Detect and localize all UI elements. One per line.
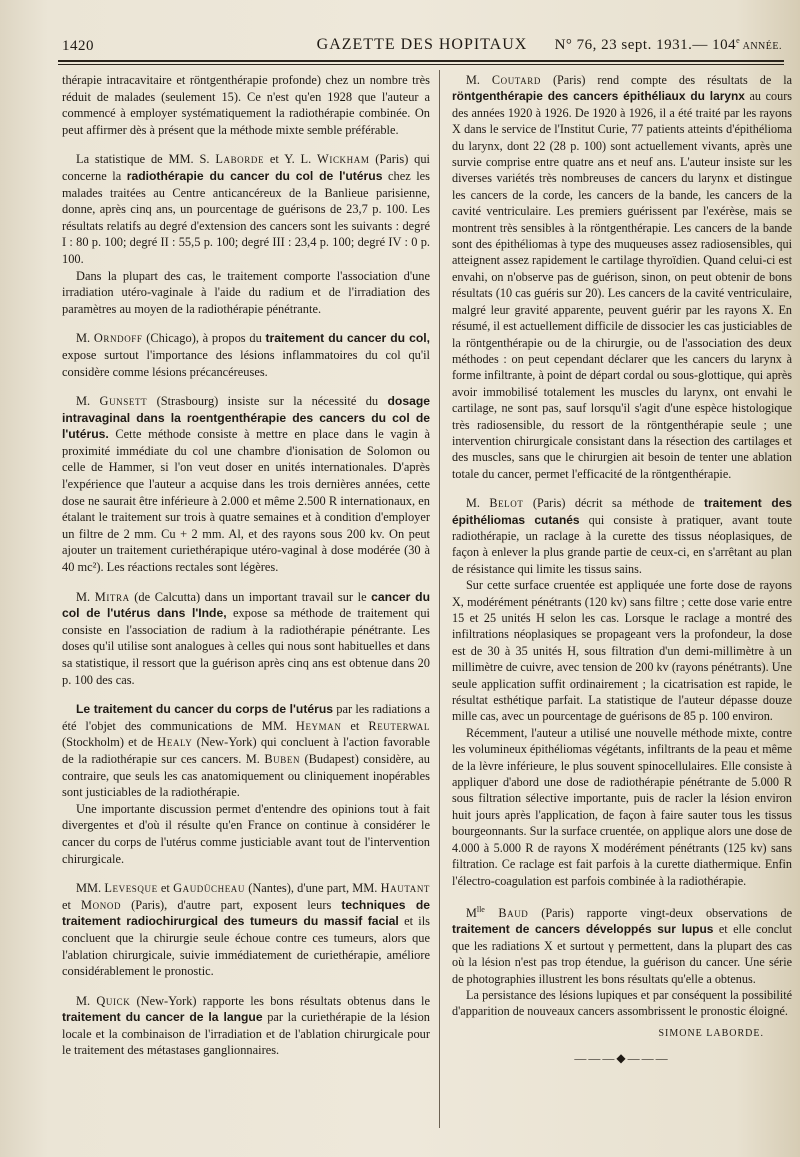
paragraph-corps-uterus — [62, 701, 430, 801]
header-rule — [58, 60, 784, 65]
text: expose surtout l'importance des lésions inflammatoires du col qu'il considère comme lésions précancéreuses. — [62, 347, 430, 379]
right-column — [452, 72, 792, 1067]
author-name: Gunsett — [99, 394, 148, 409]
topic-heading: traitement des épithéliomas cutanés — [452, 496, 792, 527]
text: (New-York) qui concluent à l'action favorable de la radiothérapie sur ces cancers. M. — [62, 735, 430, 766]
text: qui consiste à pratiquer, avant toute radiothérapie, un raclage à la curette des tissus néoplasiques, de façon à enlever la plus grande partie de ceux-ci, en s'arrêtant au plan de résistance qui limite les tissus sains. — [452, 512, 792, 576]
author-name: Orndoff — [93, 331, 143, 346]
paragraph: Sur cette surface cruentée est appliquée une forte dose de rayons X, modérément pénétrants (120 kv) sans filtre ; cette dose varie entre 15 et 25 unités H selon les cas. Lorsque le raclage a montré des infiltrations néoplasiques se propageant vers la profondeur, la dose est de 30 à 35 unités H, sous filtration d'un demi-millimètre à un millimètre de cuivre, avec tension de 200 kv (rayons pénétrants). Une seule application suffit ordinairement ; la cicatrisation est rapide, le résultat esthétique parfait. La statistique de l'auteur dépasse douze mille cas, avec un pourcentage de guérisons de 85 p. 100 environ. — [452, 578, 792, 724]
text: M. — [76, 394, 100, 409]
text: et — [62, 897, 82, 912]
signature: SIMONE LABORDE. — [658, 1027, 764, 1039]
topic-heading: radiothérapie du cancer du col de l'utérus — [126, 168, 383, 183]
text: (Stockholm) et de — [62, 735, 158, 750]
topic-heading: cancer du col de l'utérus dans l'Inde, — [62, 589, 430, 621]
author-name: Belot — [489, 496, 524, 511]
author-name: Mitra — [94, 589, 130, 604]
column-divider — [439, 70, 440, 1128]
text: chez les malades traitées au Centre anticancéreux de la Banlieue parisienne, donne, après cinq ans, un pourcentage de guérisons de 23,7 p. 100. Les résultats relatifs au degré d'extension des cancers sont les suivants : degré I : 80 p. 100; degré II : 55,5 p. 100; degré III : 23,4 p. 100; degré IV : 0 p. 100. — [62, 168, 430, 266]
issue-info — [555, 36, 782, 54]
text: (Paris) rapporte vingt-deux observations de — [528, 905, 792, 920]
text: (Paris) qui concerne la — [62, 152, 430, 183]
author-name: Wickham — [317, 152, 370, 167]
text: expose sa méthode de traitement qui consiste en l'association de radium à la radiothérapie pénétrante. Les doses qu'il utilise sont analogues à celles qui nous sont habituelles et dans sa statistique, il ressort que la guérison après cinq ans est obtenue dans 20 p. 100 des cas. — [62, 606, 430, 687]
topic-heading: traitement du cancer du col, — [265, 331, 430, 346]
author-name: Quick — [96, 993, 131, 1008]
topic-heading: traitement du cancer de la langue — [62, 1010, 263, 1025]
text: M. — [76, 331, 94, 346]
text: M. — [466, 496, 490, 511]
paragraph: La persistance des lésions lupiques et par conséquent la possibilité d'apparition de nouveaux cancers assombrissent le pronostic éloigné. — [452, 988, 792, 1019]
title-sup: lle — [476, 904, 485, 914]
issue-year: ANNÉE. — [740, 41, 782, 52]
paragraph-orndoff — [62, 330, 430, 380]
topic-heading: röntgenthérapie des cancers épithéliaux du larynx — [452, 89, 745, 104]
author-name: Gaudücheau — [173, 881, 246, 896]
text: (Paris), d'autre part, exposent leurs — [121, 897, 342, 912]
text: par les radiations a été l'objet des communications de MM. — [62, 702, 430, 733]
author-name: Monod — [81, 897, 122, 912]
text: au cours des années 1920 à 1926. De 1920 à 1926, il a été traité par les rayons X dans le service de l'Institut Curie, 77 patients atteints d'épithélioma du larynx, dont 22 (28 p. 100) sont actuellement vivants, après une survie comprise entre quatre ans et neuf ans. L'auteur insiste sur les diverses variétés très nombreuses de cancers du larynx et distingue les cancers de la corde, les cancers de la bande, les cancers de la cavité ventriculaire. Les premiers guérissent par l'exérèse, mais se montrent très sensibles à la röntgenthérapie. Les cancers de la bande sont des épithéliomas à type des muqueuses assez radiosensibles, qui atteignent assez rapidement le cartilage thyroïdien. Quand celui-ci est envahi, on n'observe pas de guérison, sinon, on peut obtenir de bons résultats (10 cas guéris sur 20). Les cancers de la cavité ventriculaire, malgré leur gravité apparente, peuvent guérir par les rayons X. En résumé, il est actuellement difficile de dissocier les cas justiciables de la röntgenthérapie ou de la chirurgie, ou de l'association des deux méthodes : on peut cependant déclarer que les cancers du larynx à forme infiltrante, à point de départ cordal ou sous-glottique, qui après avoir immobilisé totalement les muscles du larynx, ont envahi le cartilage, ne sont pas, sauf lorsqu'il s'agit d'une espèce histologique très radiosensible, du ressort de la röntgenthérapie seule ; une intervention chirurgicale consistant dans la résection des cartilages et des muscles, sans que le chirurgien ait besoin de tenter une ablation totale du cancer, permet l'efficacité de la röntgenthérapie. — [452, 89, 792, 481]
topic-heading: traitement de cancers développés sur lupus — [452, 922, 714, 937]
text: Cette méthode consiste à mettre en place dans le vagin à proximité immédiate du col une chambre d'ionisation de Solomon ou celle de Hammer, si l'on veut doser en unités internationales. D'après l'expérience que l'auteur a acquise dans les trois dernières années, cette dose ne saurait être inférieure à 2.000 et même 2.500 R internationaux, en étalant le traitement sur trois à quatre semaines et à condition d'employer un filtre de 2 mm. Cu + 2 mm. Al, et des rayons sous 200 kv. On peut ajouter un traitement curiethérapique utéro-vaginal à dose modérée (30 à 40 mc²). Les réactions rectales sont légères. — [62, 427, 430, 575]
author-name: Coutard — [491, 73, 541, 87]
paragraph-coutard — [452, 72, 792, 482]
paragraph-baud — [452, 902, 792, 987]
author-name: Hautant — [380, 881, 431, 896]
ornament-divider: ———◆——— — [574, 1051, 670, 1066]
paragraph: Récemment, l'auteur a utilisé une nouvelle méthode mixte, contre les volumineux épithéliomas végétants, infiltrants de la peau et même de la lèvre inférieure, le plus souvent spinocellulaires. Elle consiste à appliquer d'abord une dose de radiothérapie pénétrante de 5.000 R sous filtration sélective importante, puis de racler la lésion environ huit jours après l'application, de façon à faire sauter tous les tissus bourgeonnants. Sur la surface cruentée, on applique alors une dose de 4.000 à 5.000 R de rayons X modérément pénétrants (125 kv) sans filtration. Ce raclage est fait parfois à la curette diathermique. Enfin l'électro-coagulation est parfois combinée à la radiothérapie. — [452, 725, 792, 888]
author-name: Baud — [484, 905, 529, 920]
paragraph-massif-facial — [62, 880, 430, 980]
paragraph-laborde — [62, 151, 430, 267]
topic-heading: Le traitement du cancer du corps de l'utérus — [76, 702, 334, 717]
text: MM. — [76, 881, 105, 896]
text: (New-York) rapporte les bons résultats obtenus dans le — [130, 993, 430, 1008]
left-column — [62, 72, 430, 1059]
text: (Nantes), d'une part, MM. — [245, 881, 381, 896]
page-number: 1420 — [62, 38, 94, 54]
paragraph: Une importante discussion permet d'entendre des opinions tout à fait divergentes et d'où il résulte qu'en France on continue à considérer le cancer du corps de l'utérus comme justiciable avant tout de l'intervention chirurgicale. — [62, 801, 430, 866]
text: et — [157, 881, 174, 896]
text: et Y. L. — [264, 152, 318, 167]
topic-heading: techniques de traitement radiochirurgical des tumeurs du massif facial — [62, 897, 430, 929]
text: La statistique de MM. S. — [76, 152, 216, 167]
issue-date: N° 76, 23 sept. 1931.— 104 — [554, 37, 737, 53]
text: M — [466, 905, 477, 920]
text: (de Calcutta) dans un important travail sur le — [129, 589, 372, 604]
topic-heading: dosage intravaginal dans la roentgenthérapie des cancers du col de l'utérus. — [62, 394, 431, 442]
text: et ils concluent que la chirurgie seule échoue contre ces tumeurs, alors que l'ablation chirurgicale, suivie immédiatement de curiethérapie, améliore considérablement le pronostic. — [62, 914, 430, 979]
paragraph: thérapie intracavitaire et röntgenthérapie profonde) chez un nombre très réduit de malades (seulement 15). Ce n'est qu'en 1928 que l'auteur a commencé à employer systématiquement la radiothérapie combinée. On peut affirmer dès à présent que la méthode mixte semble préférable. — [62, 73, 430, 137]
journal-title: GAZETTE DES HOPITAUX — [316, 36, 528, 53]
text: M. — [76, 993, 97, 1008]
paragraph: Dans la plupart des cas, le traitement comporte l'association d'une irradiation utéro-vaginale à l'aide du radium et de l'irradiation des paramètres au moyen de la radiothérapie pénétrante. — [62, 268, 430, 316]
paragraph-belot — [452, 495, 792, 577]
text: et elle conclut que les radiations X et surtout γ permettent, dans la plupart des cas où la lésion n'est pas trop étendue, la guérison du cancer. Une série de photographies illustrent les bons résultats qu'elle a obtenus. — [452, 922, 792, 986]
author-name: Levesque — [104, 881, 158, 896]
author-name: Heyman — [295, 718, 342, 733]
text: M. — [76, 589, 95, 604]
text: (Chicago), à propos du — [142, 331, 266, 346]
text: M. — [466, 73, 492, 87]
text: par la curiethérapie de la lésion locale et la combinaison de l'irradiation et de l'ablation chirurgicale pour le traitement des métastases ganglionnaires. — [62, 1010, 430, 1058]
text: (Paris) décrit sa méthode de — [523, 496, 704, 511]
paragraph-gunsett — [62, 393, 430, 576]
text: (Strasbourg) insiste sur la nécessité du — [147, 394, 388, 409]
issue-sup: e — [736, 36, 741, 45]
author-name: Reuterwal — [368, 718, 430, 733]
text: et — [341, 718, 369, 733]
text: (Budapest) considère, au contraire, que seuls les cas anatomiquement ou cliniquement inopérables sont justiciables de la radiothérapie. — [62, 751, 430, 800]
paragraph-mitra — [62, 589, 430, 689]
author-name: Healy — [157, 735, 193, 750]
paragraph-quick — [62, 993, 430, 1059]
author-name: Buben — [264, 751, 301, 766]
author-name: Laborde — [215, 152, 265, 167]
text: (Paris) rend compte des résultats de la — [540, 73, 792, 87]
page-header — [62, 34, 782, 60]
